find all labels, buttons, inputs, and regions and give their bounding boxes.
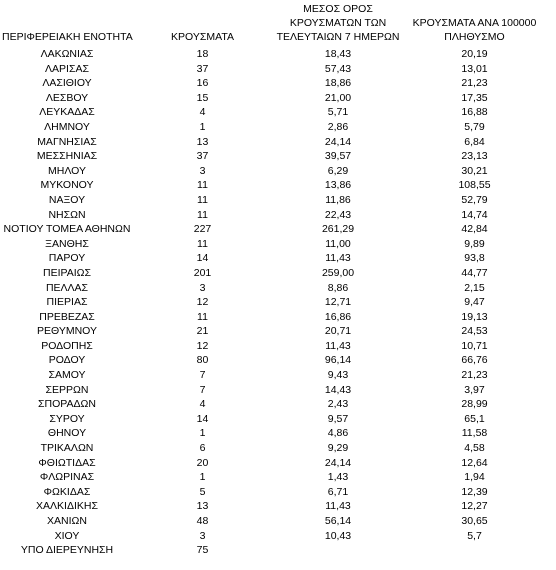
cell-7day-average: 6,71 [327, 485, 349, 498]
cell-7day-average: 9,43 [327, 369, 349, 382]
cell-7day-average: 18,86 [324, 77, 352, 90]
cell-cases: 14 [196, 252, 209, 265]
table-row [0, 543, 544, 558]
table-row [0, 339, 544, 354]
cell-cases-per-100000: 44,77 [461, 266, 488, 279]
cell-cases-per-100000: 9,89 [464, 237, 485, 250]
cell-cases-per-100000: 1,94 [464, 471, 485, 484]
cell-cases: 18 [196, 48, 209, 60]
cell-regional-unit: ΧΑΛΚΙΔΙΚΗΣ [36, 500, 98, 513]
cell-cases-per-100000: 10,71 [461, 339, 488, 352]
cell-cases-per-100000: 24,53 [461, 325, 488, 338]
cell-7day-average: 9,57 [327, 412, 349, 425]
table-row [0, 368, 544, 383]
table-header [0, 2, 544, 47]
cell-cases-per-100000: 108,55 [458, 179, 491, 192]
cell-cases-per-100000: 14,74 [461, 208, 488, 221]
cell-7day-average: 6,29 [327, 164, 349, 177]
cell-regional-unit: ΛΗΜΝΟΥ [44, 120, 90, 133]
cell-7day-average: 21,00 [324, 91, 352, 104]
cell-cases: 1 [199, 471, 206, 484]
table-row [0, 529, 544, 544]
table-row [0, 499, 544, 514]
cell-cases-per-100000: 21,23 [461, 77, 488, 90]
header-row [0, 2, 544, 47]
cell-cases-per-100000: 16,88 [461, 106, 488, 119]
table-row [0, 412, 544, 427]
cell-cases: 11 [197, 179, 208, 192]
cell-7day-average: 12,71 [324, 296, 352, 309]
table-row [0, 251, 544, 266]
cell-regional-unit: ΝΗΣΩΝ [48, 208, 86, 221]
cell-7day-average: 2,43 [327, 398, 349, 411]
cell-7day-average: 13,86 [324, 179, 352, 192]
cell-cases-per-100000: 3,97 [464, 383, 485, 396]
table-body [0, 47, 544, 558]
cell-regional-unit: ΣΥΡΟΥ [49, 412, 85, 425]
cell-cases-per-100000: 66,76 [461, 354, 488, 367]
cell-cases: 37 [196, 62, 209, 75]
cell-cases-per-100000: 52,79 [461, 193, 488, 206]
cell-regional-unit: ΠΕΙΡΑΙΩΣ [43, 266, 91, 279]
table-row [0, 62, 544, 77]
table-row [0, 76, 544, 91]
cell-cases: 3 [199, 529, 206, 542]
cell-cases-per-100000: 5,79 [464, 120, 485, 133]
cell-7day-average: 1,43 [327, 471, 349, 484]
table-row [0, 353, 544, 368]
header-7day-average: ΜΕΣΟΣ ΟΡΟΣ ΚΡΟΥΣΜΑΤΩΝ ΤΩΝ ΤΕΛΕΥΤΑΙΩΝ 7 ΗΜΕΡΩΝ [276, 3, 400, 43]
cell-cases-per-100000: 93,8 [464, 252, 485, 265]
cell-cases-per-100000: 21,23 [461, 369, 488, 382]
cell-regional-unit: ΠΙΕΡΙΑΣ [46, 296, 88, 309]
cell-regional-unit: ΦΩΚΙΔΑΣ [43, 485, 91, 498]
cell-cases-per-100000: 28,99 [461, 398, 488, 411]
cell-cases-per-100000: 30,21 [461, 164, 488, 177]
cell-7day-average: 57,43 [324, 62, 352, 75]
cell-7day-average: 20,71 [324, 325, 352, 338]
cases-by-regional-unit-table [0, 2, 544, 558]
cell-7day-average: 11,43 [325, 252, 351, 265]
cell-regional-unit: ΧΙΟΥ [54, 529, 80, 542]
cell-cases: 1 [199, 120, 206, 133]
cell-7day-average: 11,43 [325, 339, 351, 352]
cell-cases: 11 [197, 208, 208, 221]
cell-regional-unit: ΜΥΚΟΝΟΥ [40, 179, 94, 192]
table-row [0, 237, 544, 252]
cell-7day-average: 259,00 [321, 266, 355, 279]
cell-regional-unit: ΜΑΓΝΗΣΙΑΣ [37, 135, 97, 148]
cell-regional-unit: ΝΟΤΙΟΥ ΤΟΜΕΑ ΑΘΗΝΩΝ [3, 223, 131, 236]
cell-regional-unit: ΦΛΩΡΙΝΑΣ [39, 471, 95, 484]
cell-regional-unit: ΛΑΡΙΣΑΣ [45, 62, 89, 75]
table-row [0, 222, 544, 237]
cell-cases-per-100000: 6,84 [464, 135, 485, 148]
cell-cases: 37 [196, 150, 209, 163]
cell-7day-average: 96,14 [324, 354, 352, 367]
cell-7day-average: 8,86 [327, 281, 349, 294]
cell-cases-per-100000: 19,13 [461, 310, 488, 323]
cell-7day-average: 18,43 [324, 48, 352, 60]
table-row [0, 441, 544, 456]
cell-7day-average: 56,14 [324, 515, 352, 527]
table-row [0, 135, 544, 150]
cell-7day-average: 10,43 [324, 529, 352, 542]
cell-regional-unit: ΣΑΜΟΥ [48, 369, 86, 382]
cell-7day-average: 16,86 [324, 310, 352, 323]
cell-cases: 20 [196, 456, 209, 469]
cell-regional-unit: ΞΑΝΘΗΣ [45, 237, 89, 250]
cell-7day-average: 39,57 [324, 150, 352, 163]
cell-regional-unit: ΣΕΡΡΩΝ [45, 383, 89, 396]
cell-cases: 1 [199, 427, 206, 440]
table-row [0, 295, 544, 310]
cell-7day-average: 14,43 [324, 383, 352, 396]
cell-regional-unit: ΠΑΡΟΥ [48, 252, 86, 265]
table-row [0, 281, 544, 296]
cell-cases-per-100000: 42,84 [461, 223, 488, 236]
cell-regional-unit: ΡΕΘΥΜΝΟΥ [36, 325, 97, 338]
cell-cases: 48 [196, 515, 209, 527]
cell-regional-unit: ΤΡΙΚΑΛΩΝ [40, 442, 94, 455]
cell-regional-unit: ΛΑΣΙΘΙΟΥ [42, 77, 92, 90]
cell-7day-average: 9,29 [327, 442, 349, 455]
cell-cases: 15 [196, 91, 209, 104]
cell-cases-per-100000: 17,35 [461, 91, 488, 104]
cell-7day-average [271, 543, 405, 558]
cell-cases-per-100000 [405, 543, 544, 558]
cell-cases: 80 [196, 354, 209, 367]
cell-cases-per-100000: 30,65 [461, 515, 488, 527]
cell-regional-unit: ΣΠΟΡΑΔΩΝ [38, 398, 96, 411]
cell-cases: 16 [196, 77, 209, 90]
cell-regional-unit: ΜΕΣΣΗΝΙΑΣ [36, 150, 98, 163]
cell-regional-unit: ΝΑΞΟΥ [48, 193, 86, 206]
cell-cases-per-100000: 11,58 [461, 427, 488, 440]
table-row [0, 208, 544, 223]
cell-7day-average: 5,71 [327, 106, 349, 119]
table-row [0, 164, 544, 179]
cell-cases: 13 [196, 500, 209, 513]
cell-regional-unit: ΠΕΛΛΑΣ [45, 281, 89, 294]
cell-cases-per-100000: 20,19 [461, 48, 488, 60]
cell-cases: 6 [199, 442, 206, 455]
table-row [0, 514, 544, 529]
cell-cases: 14 [196, 412, 209, 425]
cell-cases-per-100000: 12,64 [461, 456, 488, 469]
cell-regional-unit: ΡΟΔΟΠΗΣ [41, 339, 93, 352]
cell-cases-per-100000: 12,39 [461, 485, 488, 498]
cell-cases: 7 [199, 383, 206, 396]
cell-regional-unit: ΛΑΚΩΝΙΑΣ [40, 48, 94, 60]
cell-7day-average: 24,14 [324, 456, 352, 469]
cell-cases: 4 [199, 106, 206, 119]
table-row [0, 324, 544, 339]
table-row [0, 456, 544, 471]
table-row [0, 310, 544, 325]
cell-7day-average: 11,43 [325, 500, 351, 513]
cell-cases-per-100000: 12,27 [461, 500, 488, 513]
cell-7day-average: 2,86 [327, 120, 349, 133]
cell-regional-unit: ΧΑΝΙΩΝ [47, 515, 87, 527]
cell-regional-unit: ΥΠΟ ΔΙΕΡΕΥΝΗΣΗ [20, 544, 114, 557]
cell-cases: 75 [196, 544, 209, 557]
cell-7day-average: 261,29 [321, 223, 355, 236]
cell-cases-per-100000: 2,15 [464, 281, 485, 294]
table-row [0, 485, 544, 500]
cell-cases-per-100000: 9,47 [464, 296, 485, 309]
cell-7day-average: 22,43 [324, 208, 352, 221]
cell-regional-unit: ΠΡΕΒΕΖΑΣ [39, 310, 95, 323]
cell-regional-unit: ΛΕΥΚΑΔΑΣ [39, 106, 95, 119]
table-row [0, 149, 544, 164]
header-cases: ΚΡΟΥΣΜΑΤΑ [171, 31, 234, 43]
table-row [0, 193, 544, 208]
table-row [0, 470, 544, 485]
cell-regional-unit: ΘΗΝΟΥ [47, 427, 87, 440]
cell-cases-per-100000: 65,1 [464, 412, 485, 425]
cell-7day-average: 11,86 [325, 193, 351, 206]
cell-cases-per-100000: 23,13 [461, 150, 488, 163]
cell-7day-average: 11,00 [325, 237, 351, 250]
header-regional-unit: ΠΕΡΙΦΕΡΕΙΑΚΗ ΕΝΟΤΗΤΑ [2, 31, 133, 43]
cell-regional-unit: ΜΗΛΟΥ [48, 164, 86, 177]
cell-cases: 12 [196, 296, 209, 309]
table-row [0, 383, 544, 398]
cell-cases-per-100000: 5,7 [467, 529, 482, 542]
cell-cases: 11 [197, 193, 208, 206]
cell-cases: 4 [199, 398, 206, 411]
cell-cases: 7 [199, 369, 206, 382]
cell-cases: 201 [193, 266, 212, 279]
cell-7day-average: 4,86 [327, 427, 349, 440]
cell-cases: 13 [196, 135, 209, 148]
cell-cases: 3 [199, 164, 206, 177]
cell-cases: 3 [199, 281, 206, 294]
cell-cases: 11 [197, 237, 208, 250]
cell-cases: 21 [196, 325, 209, 338]
table-row [0, 426, 544, 441]
cell-cases: 227 [193, 223, 212, 236]
table-row [0, 91, 544, 106]
cell-cases: 12 [196, 339, 209, 352]
table-row [0, 397, 544, 412]
table-row [0, 266, 544, 281]
cell-regional-unit: ΛΕΣΒΟΥ [45, 91, 89, 104]
cell-regional-unit: ΦΘΙΩΤΙΔΑΣ [38, 456, 96, 469]
cell-cases-per-100000: 4,58 [464, 442, 485, 455]
table-row [0, 47, 544, 62]
table-row [0, 105, 544, 120]
cell-7day-average: 24,14 [324, 135, 352, 148]
table-row [0, 178, 544, 193]
cell-cases: 5 [199, 485, 206, 498]
cell-cases-per-100000: 13,01 [461, 62, 488, 75]
table-row [0, 120, 544, 135]
cell-regional-unit: ΡΟΔΟΥ [48, 354, 86, 367]
header-cases-per-100000: ΚΡΟΥΣΜΑΤΑ ΑΝΑ 100000 ΠΛΗΘΥΣΜΟ [412, 17, 537, 43]
cell-cases: 11 [197, 310, 208, 323]
